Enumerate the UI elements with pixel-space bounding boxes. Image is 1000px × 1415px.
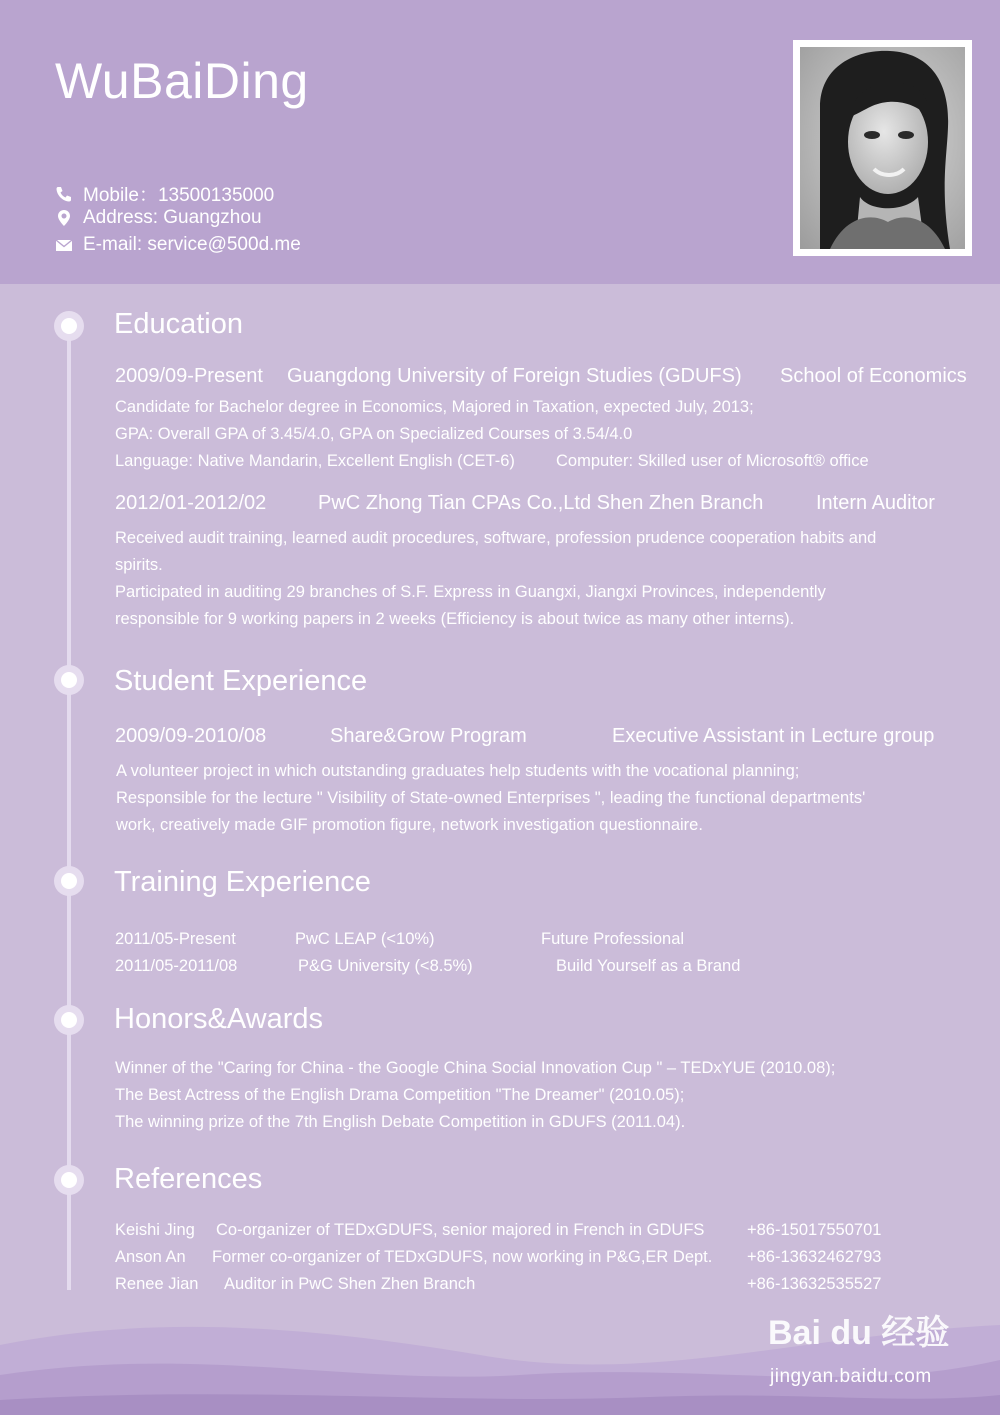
training-description: Build Yourself as a Brand [556, 957, 741, 975]
internship-detail-line: responsible for 9 working papers in 2 weeks (Efficiency is about twice as many other interns). [115, 610, 795, 628]
envelope-icon [55, 236, 73, 254]
baidu-watermark-url: jingyan.baidu.com [770, 1366, 932, 1387]
internship-detail-line: Participated in auditing 29 branches of S.F. Express in Guangxi, Jiangxi Provinces, independently [115, 583, 826, 601]
contact-mobile [55, 180, 274, 207]
reference-name: Anson An [115, 1248, 186, 1266]
internship-role: Intern Auditor [816, 492, 935, 514]
section-title-student: Student Experience [114, 665, 368, 697]
section-title-references: References [114, 1163, 263, 1195]
email-text: E-mail: service@500d.me [83, 234, 301, 255]
student-detail-line: work, creatively made GIF promotion figure, network investigation questionnaire. [116, 816, 703, 834]
candidate-name: WuBaiDing [55, 53, 309, 109]
address-text: Address: Guangzhou [83, 207, 262, 228]
timeline-dot-training [54, 866, 84, 896]
education-computer: Computer: Skilled user of Microsoft® office [556, 452, 869, 470]
reference-description: Former co-organizer of TEDxGDUFS, now working in P&G,ER Dept. [212, 1248, 713, 1266]
reference-description: Auditor in PwC Shen Zhen Branch [224, 1275, 476, 1293]
education-detail-line: GPA: Overall GPA of 3.45/4.0, GPA on Specialized Courses of 3.54/4.0 [115, 425, 633, 443]
reference-name: Keishi Jing [115, 1221, 195, 1239]
honor-item: The Best Actress of the English Drama Competition "The Dreamer" (2010.05); [115, 1086, 685, 1104]
student-role: Executive Assistant in Lecture group [612, 725, 935, 747]
internship-detail-line: spirits. [115, 556, 163, 574]
profile-photo [793, 40, 972, 256]
training-program: PwC LEAP (<10%) [295, 930, 435, 948]
honor-item: Winner of the "Caring for China - the Google China Social Innovation Cup " – TEDxYUE (2010.08); [115, 1059, 836, 1077]
internship-detail-line: Received audit training, learned audit procedures, software, profession prudence cooperation habits and [115, 529, 877, 547]
education-school: Guangdong University of Foreign Studies (GDUFS) [287, 365, 742, 387]
education-department: School of Economics [780, 365, 967, 387]
phone-icon [55, 185, 73, 203]
training-date: 2011/05-2011/08 [115, 957, 238, 975]
baidu-watermark-logo: Bai du 经验 [768, 1314, 950, 1352]
internship-company: PwC Zhong Tian CPAs Co.,Ltd Shen Zhen Branch [318, 492, 764, 514]
timeline-line [67, 322, 71, 1290]
mobile-text: Mobile：13500135000 [83, 185, 275, 206]
education-detail-line: Candidate for Bachelor degree in Economics, Majored in Taxation, expected July, 2013; [115, 398, 754, 416]
timeline-dot-honors [54, 1005, 84, 1035]
student-detail-line: A volunteer project in which outstanding graduates help students with the vocational planning; [116, 762, 800, 780]
reference-name: Renee Jian [115, 1275, 199, 1293]
section-title-training: Training Experience [114, 866, 371, 898]
education-date: 2009/09-Present [115, 365, 263, 387]
reference-phone: +86-15017550701 [747, 1221, 882, 1239]
training-program: P&G University (<8.5%) [298, 957, 473, 975]
portrait-image [800, 47, 965, 249]
training-date: 2011/05-Present [115, 930, 236, 948]
reference-phone: +86-13632462793 [747, 1248, 882, 1266]
student-program: Share&Grow Program [330, 725, 527, 747]
section-title-education: Education [114, 308, 243, 340]
contact-email [55, 234, 301, 256]
reference-phone: +86-13632535527 [747, 1275, 882, 1293]
student-date: 2009/09-2010/08 [115, 725, 267, 747]
reference-description: Co-organizer of TEDxGDUFS, senior majored in French in GDUFS [216, 1221, 705, 1239]
contact-address [55, 207, 262, 229]
training-description: Future Professional [541, 930, 685, 948]
timeline-dot-references [54, 1165, 84, 1195]
section-title-honors: Honors&Awards [114, 1003, 324, 1035]
student-detail-line: Responsible for the lecture " Visibility of State-owned Enterprises ", leading the functional departments' [116, 789, 866, 807]
resume-header [0, 0, 1000, 284]
education-language: Language: Native Mandarin, Excellent English (CET-6) [115, 452, 515, 470]
timeline-dot-student [54, 665, 84, 695]
internship-date: 2012/01-2012/02 [115, 492, 267, 514]
location-pin-icon [55, 209, 73, 227]
honor-item: The winning prize of the 7th English Debate Competition in GDUFS (2011.04). [115, 1113, 686, 1131]
timeline-dot-education [54, 311, 84, 341]
